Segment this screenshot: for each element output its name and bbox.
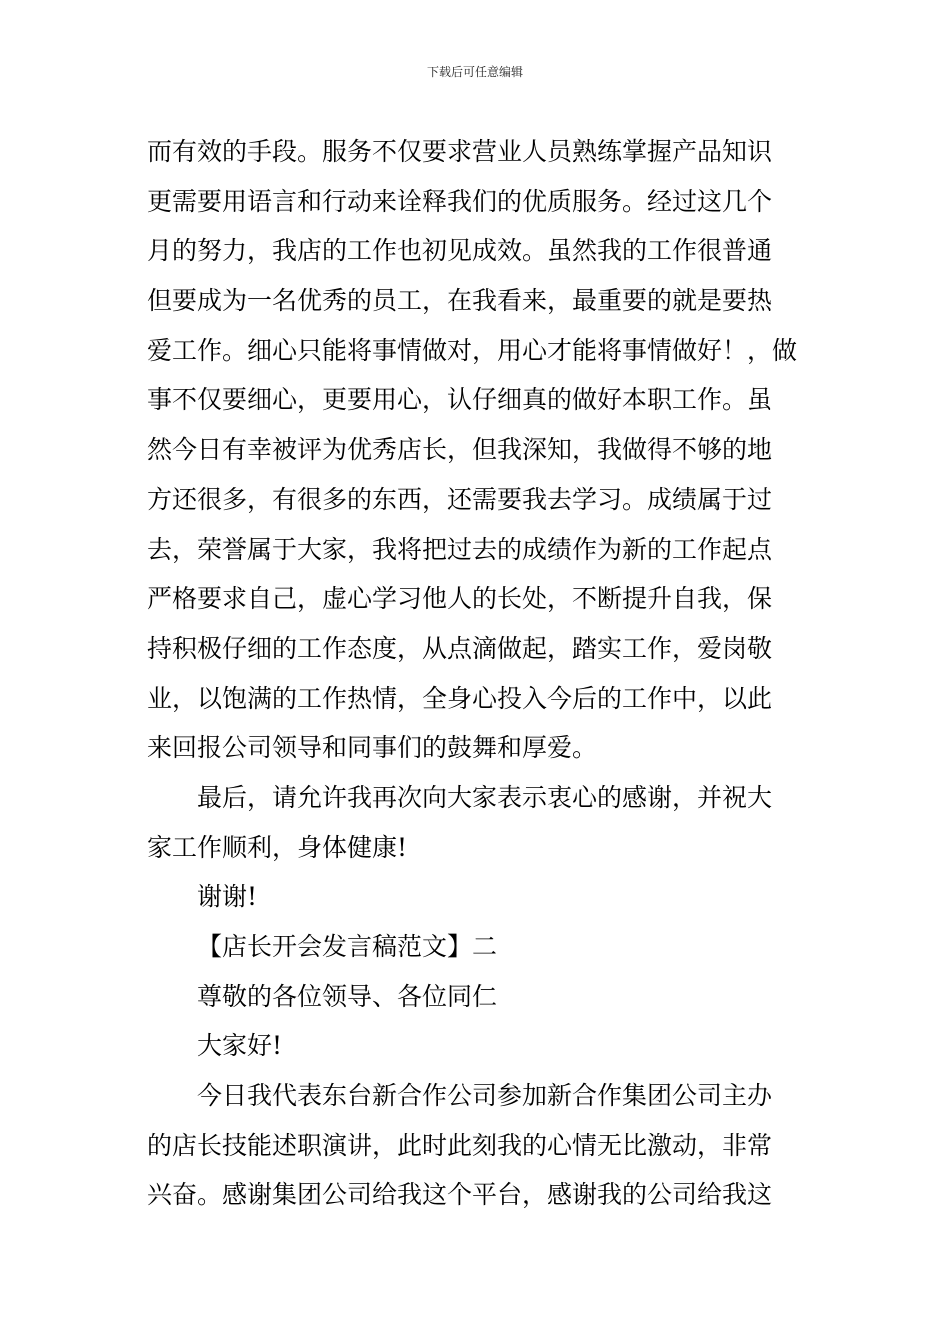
page-header-note: 下载后可任意编辑 [426,65,523,79]
text-line-22: 兴奋。感谢集团公司给我这个平台，感谢我的公司给我这 [147,1180,773,1210]
text-line-2: 更需要用语言和行动来诠释我们的优质服务。经过这几个 [147,186,773,216]
document-body [147,127,809,1220]
section-heading: 【店长开会发言稿范文】二 [197,932,498,961]
text-line-13: 来回报公司领导和同事们的鼓舞和厚爱。 [147,733,598,763]
text-line-5: 爱工作。细心只能将事情做对，用心才能将事情做好！，做 [147,335,798,365]
text-line-7: 然今日有幸被评为优秀店长，但我深知，我做得不够的地 [147,435,773,465]
text-line-15: 家工作顺利，身体健康! [147,832,408,862]
text-line-11: 持积极仔细的工作态度，从点滴做起，踏实工作，爱岗敬 [147,633,773,663]
thank-you-line: 谢谢! [197,882,258,912]
text-line-8: 方还很多，有很多的东西，还需要我去学习。成绩属于过 [147,484,773,514]
salutation: 尊敬的各位领导、各位同仁 [197,981,498,1011]
greeting: 大家好! [197,1031,283,1061]
text-line-21: 的店长技能述职演讲，此时此刻我的心情无比激动，非常 [147,1130,773,1160]
text-line-12: 业，以饱满的工作热情，全身心投入今后的工作中，以此 [147,683,773,713]
text-line-4: 但要成为一名优秀的员工，在我看来，最重要的就是要热 [147,286,773,316]
paragraph-opening: 今日我代表东台新合作公司参加新合作集团公司主办 [197,1081,773,1111]
text-line-3: 月的努力，我店的工作也初见成效。虽然我的工作很普通 [147,236,773,266]
text-line-6: 事不仅要细心，更要用心，认仔细真的做好本职工作。虽 [147,385,773,415]
text-line-1: 而有效的手段。服务不仅要求营业人员熟练掌握产品知识 [147,137,773,166]
text-line-9: 去，荣誉属于大家，我将把过去的成绩作为新的工作起点 [147,534,773,564]
text-line-10: 严格要求自己，虚心学习他人的长处，不断提升自我，保 [147,584,773,614]
paragraph-closing-thanks: 最后，请允许我再次向大家表示衷心的感谢，并祝大 [197,782,773,812]
